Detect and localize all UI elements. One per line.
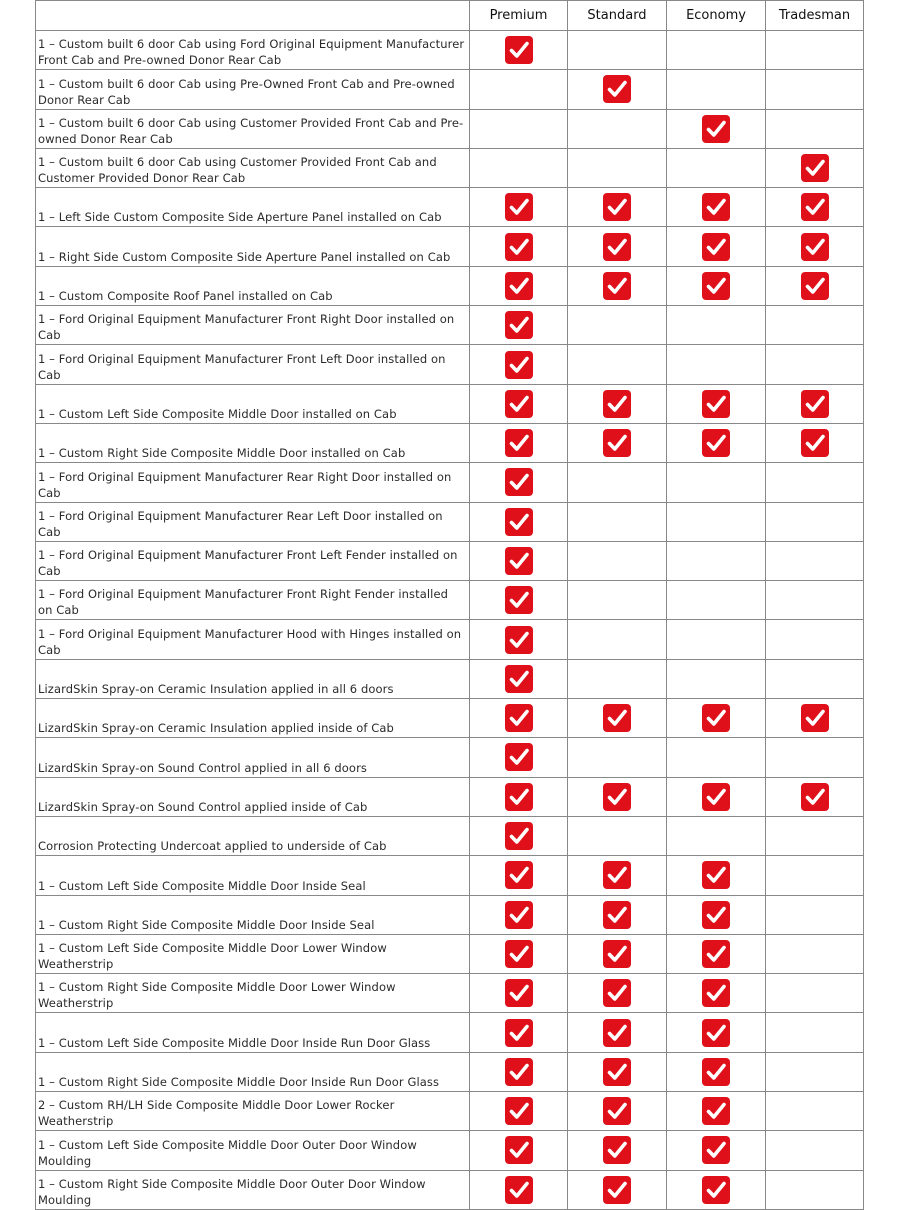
cell-premium bbox=[470, 345, 568, 384]
cell-standard bbox=[568, 816, 667, 855]
checkbox-checked-icon bbox=[504, 782, 534, 812]
cell-standard bbox=[568, 974, 667, 1013]
checkbox-checked-icon bbox=[800, 782, 830, 812]
feature-description: 1 – Custom Composite Roof Panel installed on Cab bbox=[36, 266, 470, 305]
cell-premium bbox=[470, 856, 568, 895]
cell-standard bbox=[568, 306, 667, 345]
cell-premium bbox=[470, 148, 568, 187]
feature-description: 1 – Custom Left Side Composite Middle Door installed on Cab bbox=[36, 384, 470, 423]
cell-tradesman bbox=[766, 227, 864, 266]
checkbox-checked-icon bbox=[504, 939, 534, 969]
checkbox-checked-icon bbox=[800, 389, 830, 419]
cell-standard bbox=[568, 463, 667, 502]
feature-description: 1 – Ford Original Equipment Manufacturer Hood with Hinges installed on Cab bbox=[36, 620, 470, 659]
table-row bbox=[36, 1013, 864, 1052]
cell-economy bbox=[667, 699, 766, 738]
table-body bbox=[36, 31, 864, 1210]
package-comparison-table bbox=[35, 0, 864, 1210]
cell-economy bbox=[667, 934, 766, 973]
checkbox-checked-icon bbox=[504, 192, 534, 222]
header-row bbox=[36, 1, 864, 31]
cell-standard bbox=[568, 1092, 667, 1131]
table-row bbox=[36, 816, 864, 855]
table-row bbox=[36, 581, 864, 620]
cell-premium bbox=[470, 541, 568, 580]
cell-economy bbox=[667, 70, 766, 109]
feature-description: 1 – Ford Original Equipment Manufacturer Front Right Fender installed on Cab bbox=[36, 581, 470, 620]
cell-economy bbox=[667, 345, 766, 384]
cell-economy bbox=[667, 31, 766, 70]
table-row bbox=[36, 463, 864, 502]
cell-tradesman bbox=[766, 738, 864, 777]
checkbox-checked-icon bbox=[800, 271, 830, 301]
checkbox-checked-icon bbox=[504, 507, 534, 537]
cell-premium bbox=[470, 70, 568, 109]
cell-tradesman bbox=[766, 856, 864, 895]
checkbox-checked-icon bbox=[504, 664, 534, 694]
feature-description: 1 – Custom Right Side Composite Middle Door Inside Run Door Glass bbox=[36, 1052, 470, 1091]
checkbox-checked-icon bbox=[800, 153, 830, 183]
cell-standard bbox=[568, 384, 667, 423]
feature-description: 1 – Custom Right Side Composite Middle Door installed on Cab bbox=[36, 423, 470, 462]
cell-standard bbox=[568, 1013, 667, 1052]
cell-premium bbox=[470, 974, 568, 1013]
feature-description: 1 – Custom built 6 door Cab using Pre-Owned Front Cab and Pre-owned Donor Rear Cab bbox=[36, 70, 470, 109]
cell-standard bbox=[568, 227, 667, 266]
checkbox-checked-icon bbox=[701, 1057, 731, 1087]
cell-economy bbox=[667, 1013, 766, 1052]
cell-economy bbox=[667, 1092, 766, 1131]
cell-economy bbox=[667, 188, 766, 227]
checkbox-checked-icon bbox=[602, 782, 632, 812]
cell-premium bbox=[470, 31, 568, 70]
cell-tradesman bbox=[766, 659, 864, 698]
table-row bbox=[36, 345, 864, 384]
checkbox-checked-icon bbox=[504, 703, 534, 733]
cell-tradesman bbox=[766, 699, 864, 738]
feature-description: 1 – Custom Left Side Composite Middle Door Inside Seal bbox=[36, 856, 470, 895]
cell-standard bbox=[568, 345, 667, 384]
checkbox-checked-icon bbox=[800, 703, 830, 733]
cell-standard bbox=[568, 659, 667, 698]
checkbox-checked-icon bbox=[701, 1135, 731, 1165]
table-row bbox=[36, 384, 864, 423]
table-row bbox=[36, 1052, 864, 1091]
cell-economy bbox=[667, 856, 766, 895]
cell-economy bbox=[667, 738, 766, 777]
cell-standard bbox=[568, 581, 667, 620]
cell-economy bbox=[667, 777, 766, 816]
cell-tradesman bbox=[766, 1131, 864, 1170]
cell-premium bbox=[470, 699, 568, 738]
cell-tradesman bbox=[766, 1013, 864, 1052]
table-row bbox=[36, 306, 864, 345]
cell-economy bbox=[667, 1131, 766, 1170]
cell-economy bbox=[667, 974, 766, 1013]
checkbox-checked-icon bbox=[504, 1057, 534, 1087]
checkbox-checked-icon bbox=[602, 1018, 632, 1048]
table-row bbox=[36, 620, 864, 659]
cell-premium bbox=[470, 502, 568, 541]
table-row bbox=[36, 109, 864, 148]
feature-description: 1 – Ford Original Equipment Manufacturer Rear Left Door installed on Cab bbox=[36, 502, 470, 541]
cell-economy bbox=[667, 895, 766, 934]
cell-tradesman bbox=[766, 70, 864, 109]
checkbox-checked-icon bbox=[602, 271, 632, 301]
cell-premium bbox=[470, 777, 568, 816]
feature-description: 1 – Custom Right Side Composite Middle Door Outer Door Window Moulding bbox=[36, 1170, 470, 1209]
checkbox-checked-icon bbox=[504, 1096, 534, 1126]
table-row bbox=[36, 188, 864, 227]
checkbox-checked-icon bbox=[504, 1175, 534, 1205]
cell-economy bbox=[667, 659, 766, 698]
cell-economy bbox=[667, 463, 766, 502]
checkbox-checked-icon bbox=[701, 389, 731, 419]
checkbox-checked-icon bbox=[602, 900, 632, 930]
table-row bbox=[36, 856, 864, 895]
checkbox-checked-icon bbox=[504, 860, 534, 890]
checkbox-checked-icon bbox=[504, 350, 534, 380]
feature-description: 1 – Ford Original Equipment Manufacturer Front Left Fender installed on Cab bbox=[36, 541, 470, 580]
checkbox-checked-icon bbox=[504, 625, 534, 655]
table-row bbox=[36, 502, 864, 541]
cell-standard bbox=[568, 1170, 667, 1209]
cell-standard bbox=[568, 934, 667, 973]
feature-description: 1 – Custom Right Side Composite Middle Door Lower Window Weatherstrip bbox=[36, 974, 470, 1013]
cell-standard bbox=[568, 109, 667, 148]
table-row bbox=[36, 541, 864, 580]
checkbox-checked-icon bbox=[504, 35, 534, 65]
cell-economy bbox=[667, 423, 766, 462]
table-row bbox=[36, 1092, 864, 1131]
cell-economy bbox=[667, 1052, 766, 1091]
cell-standard bbox=[568, 777, 667, 816]
cell-tradesman bbox=[766, 1170, 864, 1209]
cell-tradesman bbox=[766, 463, 864, 502]
cell-premium bbox=[470, 1131, 568, 1170]
checkbox-checked-icon bbox=[602, 74, 632, 104]
cell-economy bbox=[667, 502, 766, 541]
cell-premium bbox=[470, 188, 568, 227]
checkbox-checked-icon bbox=[504, 389, 534, 419]
cell-premium bbox=[470, 581, 568, 620]
cell-premium bbox=[470, 659, 568, 698]
cell-tradesman bbox=[766, 266, 864, 305]
checkbox-checked-icon bbox=[701, 1096, 731, 1126]
checkbox-checked-icon bbox=[602, 703, 632, 733]
checkbox-checked-icon bbox=[602, 389, 632, 419]
header-blank-cell bbox=[36, 1, 470, 31]
cell-tradesman bbox=[766, 581, 864, 620]
column-header-premium: Premium bbox=[470, 1, 568, 31]
table-row bbox=[36, 70, 864, 109]
table-row bbox=[36, 1131, 864, 1170]
cell-tradesman bbox=[766, 541, 864, 580]
checkbox-checked-icon bbox=[504, 900, 534, 930]
cell-standard bbox=[568, 31, 667, 70]
cell-standard bbox=[568, 856, 667, 895]
table-row bbox=[36, 266, 864, 305]
feature-description: LizardSkin Spray-on Sound Control applied inside of Cab bbox=[36, 777, 470, 816]
cell-tradesman bbox=[766, 148, 864, 187]
table-row bbox=[36, 659, 864, 698]
cell-standard bbox=[568, 699, 667, 738]
cell-tradesman bbox=[766, 620, 864, 659]
cell-premium bbox=[470, 1092, 568, 1131]
checkbox-checked-icon bbox=[602, 232, 632, 262]
feature-description: 1 – Custom Right Side Composite Middle Door Inside Seal bbox=[36, 895, 470, 934]
feature-description: 1 – Custom Left Side Composite Middle Door Inside Run Door Glass bbox=[36, 1013, 470, 1052]
cell-premium bbox=[470, 1052, 568, 1091]
cell-economy bbox=[667, 541, 766, 580]
checkbox-checked-icon bbox=[504, 978, 534, 1008]
table-row bbox=[36, 738, 864, 777]
cell-tradesman bbox=[766, 345, 864, 384]
table-row bbox=[36, 974, 864, 1013]
table-row bbox=[36, 227, 864, 266]
checkbox-checked-icon bbox=[504, 585, 534, 615]
cell-premium bbox=[470, 109, 568, 148]
checkbox-checked-icon bbox=[701, 428, 731, 458]
feature-description: 1 – Ford Original Equipment Manufacturer Front Right Door installed on Cab bbox=[36, 306, 470, 345]
checkbox-checked-icon bbox=[701, 1018, 731, 1048]
checkbox-checked-icon bbox=[701, 782, 731, 812]
table-row bbox=[36, 777, 864, 816]
checkbox-checked-icon bbox=[504, 1018, 534, 1048]
checkbox-checked-icon bbox=[602, 860, 632, 890]
cell-economy bbox=[667, 581, 766, 620]
cell-premium bbox=[470, 306, 568, 345]
cell-standard bbox=[568, 502, 667, 541]
cell-tradesman bbox=[766, 934, 864, 973]
checkbox-checked-icon bbox=[701, 703, 731, 733]
table-row bbox=[36, 31, 864, 70]
cell-premium bbox=[470, 816, 568, 855]
cell-economy bbox=[667, 306, 766, 345]
checkbox-checked-icon bbox=[701, 232, 731, 262]
cell-standard bbox=[568, 423, 667, 462]
checkbox-checked-icon bbox=[800, 232, 830, 262]
checkbox-checked-icon bbox=[602, 1175, 632, 1205]
checkbox-checked-icon bbox=[701, 271, 731, 301]
table-row bbox=[36, 148, 864, 187]
checkbox-checked-icon bbox=[701, 192, 731, 222]
cell-tradesman bbox=[766, 1092, 864, 1131]
checkbox-checked-icon bbox=[504, 742, 534, 772]
feature-description: 1 – Custom built 6 door Cab using Customer Provided Front Cab and Pre-owned Donor Rear Cab bbox=[36, 109, 470, 148]
checkbox-checked-icon bbox=[800, 428, 830, 458]
checkbox-checked-icon bbox=[504, 546, 534, 576]
table-row bbox=[36, 934, 864, 973]
cell-standard bbox=[568, 148, 667, 187]
cell-standard bbox=[568, 541, 667, 580]
checkbox-checked-icon bbox=[602, 1135, 632, 1165]
cell-premium bbox=[470, 895, 568, 934]
cell-tradesman bbox=[766, 816, 864, 855]
cell-standard bbox=[568, 70, 667, 109]
feature-description: LizardSkin Spray-on Sound Control applied in all 6 doors bbox=[36, 738, 470, 777]
table-row bbox=[36, 1170, 864, 1209]
cell-tradesman bbox=[766, 109, 864, 148]
cell-standard bbox=[568, 266, 667, 305]
cell-economy bbox=[667, 148, 766, 187]
column-header-economy: Economy bbox=[667, 1, 766, 31]
cell-standard bbox=[568, 738, 667, 777]
feature-description: 1 – Custom built 6 door Cab using Ford Original Equipment Manufacturer Front Cab and Pre-owned Donor Rear Cab bbox=[36, 31, 470, 70]
column-header-standard: Standard bbox=[568, 1, 667, 31]
cell-economy bbox=[667, 266, 766, 305]
cell-economy bbox=[667, 816, 766, 855]
column-header-tradesman: Tradesman bbox=[766, 1, 864, 31]
checkbox-checked-icon bbox=[701, 939, 731, 969]
cell-economy bbox=[667, 109, 766, 148]
checkbox-checked-icon bbox=[800, 192, 830, 222]
feature-description: 2 – Custom RH/LH Side Composite Middle Door Lower Rocker Weatherstrip bbox=[36, 1092, 470, 1131]
cell-tradesman bbox=[766, 188, 864, 227]
checkbox-checked-icon bbox=[602, 939, 632, 969]
cell-tradesman bbox=[766, 777, 864, 816]
cell-premium bbox=[470, 423, 568, 462]
checkbox-checked-icon bbox=[602, 1057, 632, 1087]
feature-description: 1 – Custom built 6 door Cab using Customer Provided Front Cab and Customer Provided Donor Rear Cab bbox=[36, 148, 470, 187]
cell-economy bbox=[667, 384, 766, 423]
checkbox-checked-icon bbox=[701, 114, 731, 144]
feature-description: LizardSkin Spray-on Ceramic Insulation applied inside of Cab bbox=[36, 699, 470, 738]
checkbox-checked-icon bbox=[602, 192, 632, 222]
feature-description: 1 – Ford Original Equipment Manufacturer Rear Right Door installed on Cab bbox=[36, 463, 470, 502]
checkbox-checked-icon bbox=[504, 310, 534, 340]
cell-economy bbox=[667, 620, 766, 659]
cell-premium bbox=[470, 1170, 568, 1209]
cell-standard bbox=[568, 620, 667, 659]
checkbox-checked-icon bbox=[504, 821, 534, 851]
cell-premium bbox=[470, 620, 568, 659]
checkbox-checked-icon bbox=[504, 428, 534, 458]
feature-description: LizardSkin Spray-on Ceramic Insulation applied in all 6 doors bbox=[36, 659, 470, 698]
feature-description: 1 – Custom Left Side Composite Middle Door Outer Door Window Moulding bbox=[36, 1131, 470, 1170]
cell-tradesman bbox=[766, 974, 864, 1013]
checkbox-checked-icon bbox=[504, 271, 534, 301]
cell-premium bbox=[470, 266, 568, 305]
checkbox-checked-icon bbox=[701, 860, 731, 890]
feature-description: 1 – Right Side Custom Composite Side Aperture Panel installed on Cab bbox=[36, 227, 470, 266]
cell-premium bbox=[470, 463, 568, 502]
cell-standard bbox=[568, 1131, 667, 1170]
cell-standard bbox=[568, 1052, 667, 1091]
feature-description: 1 – Custom Left Side Composite Middle Door Lower Window Weatherstrip bbox=[36, 934, 470, 973]
table-row bbox=[36, 895, 864, 934]
cell-premium bbox=[470, 384, 568, 423]
cell-standard bbox=[568, 895, 667, 934]
cell-tradesman bbox=[766, 502, 864, 541]
checkbox-checked-icon bbox=[504, 467, 534, 497]
checkbox-checked-icon bbox=[504, 232, 534, 262]
cell-premium bbox=[470, 738, 568, 777]
cell-economy bbox=[667, 1170, 766, 1209]
cell-tradesman bbox=[766, 423, 864, 462]
checkbox-checked-icon bbox=[701, 900, 731, 930]
checkbox-checked-icon bbox=[701, 978, 731, 1008]
feature-description: Corrosion Protecting Undercoat applied to underside of Cab bbox=[36, 816, 470, 855]
cell-tradesman bbox=[766, 1052, 864, 1091]
checkbox-checked-icon bbox=[602, 978, 632, 1008]
cell-premium bbox=[470, 1013, 568, 1052]
feature-description: 1 – Ford Original Equipment Manufacturer Front Left Door installed on Cab bbox=[36, 345, 470, 384]
cell-tradesman bbox=[766, 895, 864, 934]
cell-tradesman bbox=[766, 31, 864, 70]
feature-description: 1 – Left Side Custom Composite Side Aperture Panel installed on Cab bbox=[36, 188, 470, 227]
table-row bbox=[36, 423, 864, 462]
cell-premium bbox=[470, 934, 568, 973]
checkbox-checked-icon bbox=[602, 1096, 632, 1126]
cell-standard bbox=[568, 188, 667, 227]
checkbox-checked-icon bbox=[701, 1175, 731, 1205]
table-row bbox=[36, 699, 864, 738]
cell-economy bbox=[667, 227, 766, 266]
cell-premium bbox=[470, 227, 568, 266]
checkbox-checked-icon bbox=[504, 1135, 534, 1165]
cell-tradesman bbox=[766, 306, 864, 345]
cell-tradesman bbox=[766, 384, 864, 423]
checkbox-checked-icon bbox=[602, 428, 632, 458]
